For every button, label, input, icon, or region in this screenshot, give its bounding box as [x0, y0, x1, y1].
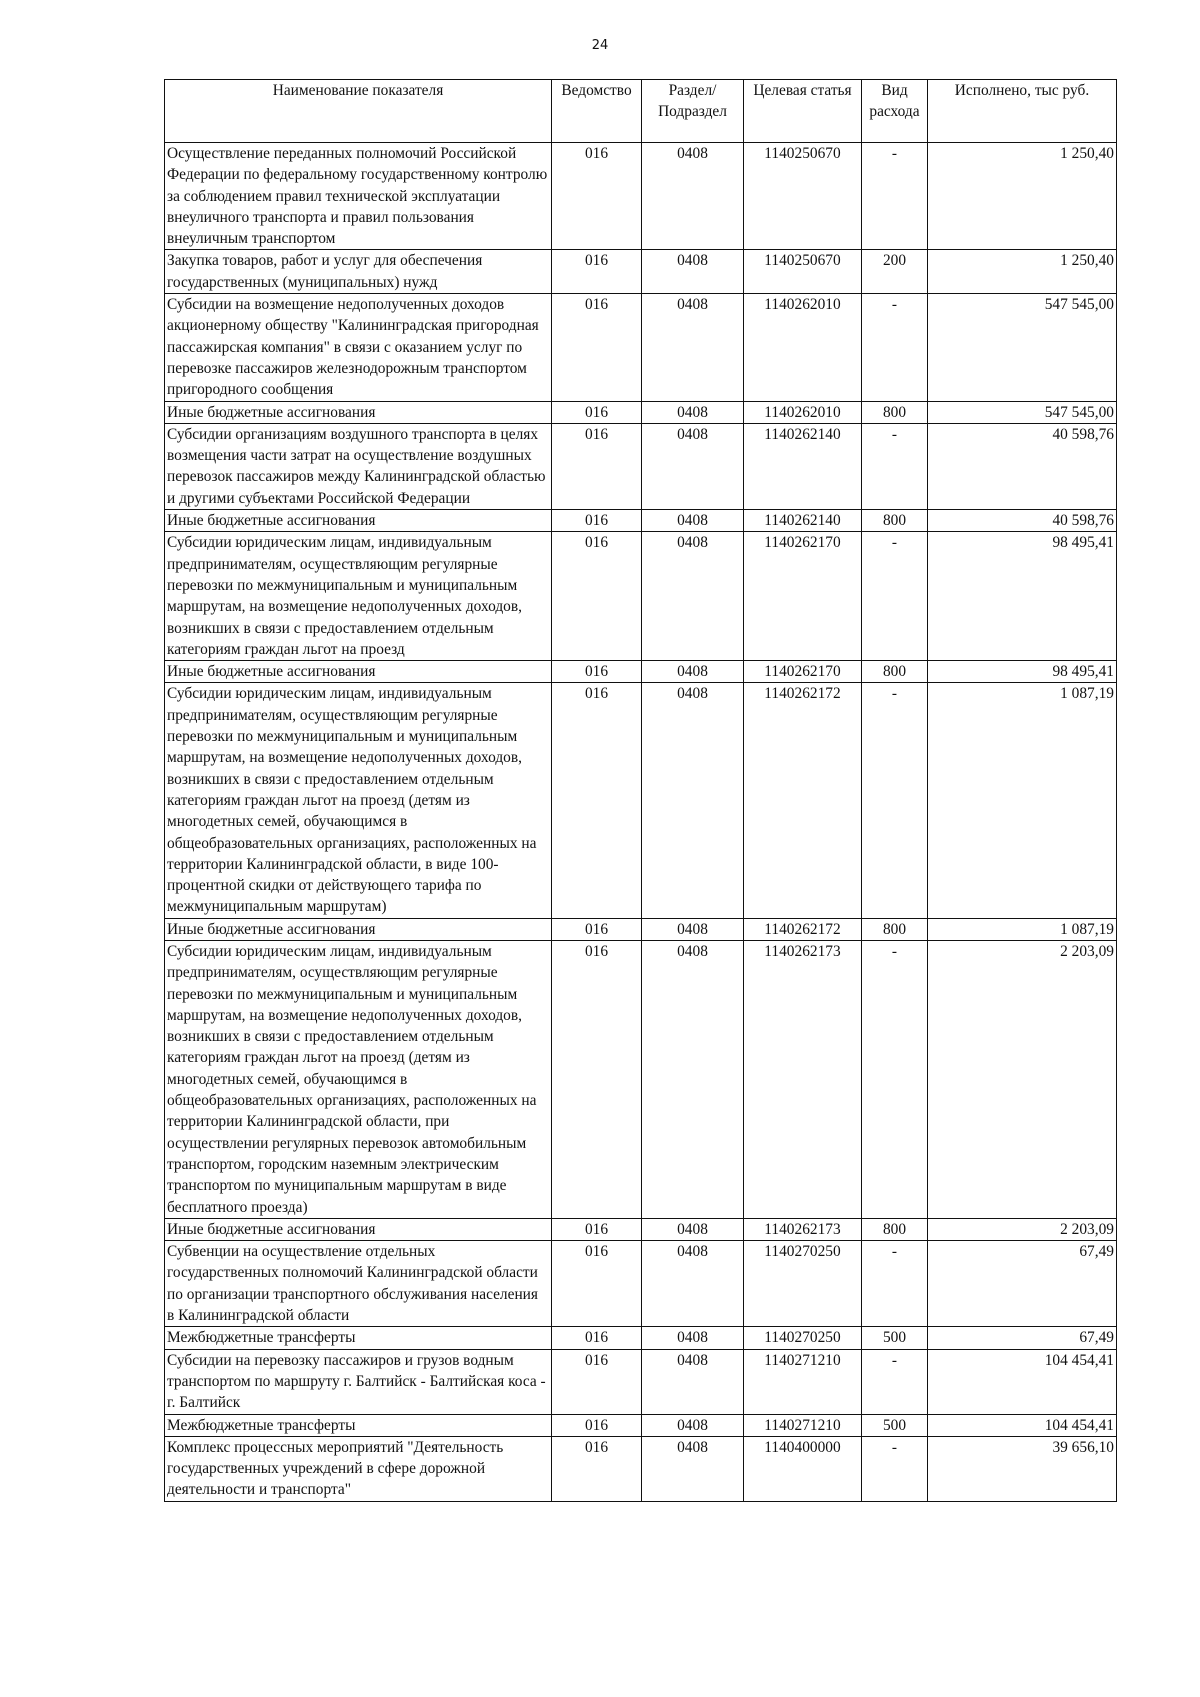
- cell-executed-amount: 104 454,41: [928, 1414, 1117, 1436]
- cell-department: 016: [552, 1241, 642, 1327]
- table-row: [165, 683, 1117, 918]
- cell-target-item: 1140400000: [744, 1436, 862, 1501]
- cell-expense-type: 500: [862, 1414, 928, 1436]
- cell-section: 0408: [642, 143, 744, 250]
- cell-department: 016: [552, 294, 642, 401]
- cell-section: 0408: [642, 661, 744, 683]
- cell-executed-amount: 98 495,41: [928, 661, 1117, 683]
- cell-department: 016: [552, 423, 642, 509]
- table-row: [165, 918, 1117, 940]
- cell-section: 0408: [642, 401, 744, 423]
- cell-target-item: 1140250670: [744, 143, 862, 250]
- cell-indicator-name: Закупка товаров, работ и услуг для обеспечения государственных (муниципальных) нужд: [165, 250, 552, 294]
- cell-executed-amount: 98 495,41: [928, 532, 1117, 661]
- cell-executed-amount: 1 250,40: [928, 250, 1117, 294]
- cell-section: 0408: [642, 918, 744, 940]
- cell-expense-type: 200: [862, 250, 928, 294]
- cell-indicator-name: Осуществление переданных полномочий Российской Федерации по федеральному государственному контролю за соблюдением правил технической эксплуатации внеуличного транспорта и правил пользования внеуличным транспортом: [165, 143, 552, 250]
- cell-department: 016: [552, 1436, 642, 1501]
- cell-department: 016: [552, 1414, 642, 1436]
- cell-executed-amount: 1 087,19: [928, 918, 1117, 940]
- table-row: [165, 510, 1117, 532]
- cell-executed-amount: 547 545,00: [928, 294, 1117, 401]
- cell-department: 016: [552, 532, 642, 661]
- cell-expense-type: -: [862, 1241, 928, 1327]
- cell-department: 016: [552, 1218, 642, 1240]
- cell-indicator-name: Субсидии юридическим лицам, индивидуальным предпринимателям, осуществляющим регулярные перевозки по межмуниципальным и муниципальным маршрутам, на возмещение недополученных доходов, возникших в связи с предоставлением отдельным категориям граждан льгот на проезд: [165, 532, 552, 661]
- cell-target-item: 1140270250: [744, 1327, 862, 1349]
- cell-indicator-name: Субсидии юридическим лицам, индивидуальным предпринимателям, осуществляющим регулярные перевозки по межмуниципальным и муниципальным маршрутам, на возмещение недополученных доходов, возникших в связи с предоставлением отдельным категориям граждан льгот на проезд (детям из многодетных семей, обучающимся в общеобразовательных организациях, расположенных на территории Калининградской области, в виде 100-процентной скидки от действующего тарифа по межмуниципальным маршрутам): [165, 683, 552, 918]
- header-target-item: Целевая статья: [744, 80, 862, 143]
- cell-indicator-name: Иные бюджетные ассигнования: [165, 401, 552, 423]
- cell-indicator-name: Субсидии на возмещение недополученных доходов акционерному обществу "Калининградская пригородная пассажирская компания" в связи с оказанием услуг по перевозке пассажиров железнодорожным транспортом пригородного сообщения: [165, 294, 552, 401]
- page-number: 24: [591, 38, 609, 53]
- cell-target-item: 1140271210: [744, 1414, 862, 1436]
- cell-target-item: 1140262172: [744, 918, 862, 940]
- table-row: [165, 401, 1117, 423]
- cell-target-item: 1140262170: [744, 532, 862, 661]
- cell-expense-type: 800: [862, 918, 928, 940]
- table-row: [165, 1414, 1117, 1436]
- table-row: [165, 532, 1117, 661]
- cell-expense-type: -: [862, 423, 928, 509]
- cell-executed-amount: 1 087,19: [928, 683, 1117, 918]
- cell-expense-type: -: [862, 143, 928, 250]
- cell-target-item: 1140262140: [744, 510, 862, 532]
- cell-indicator-name: Иные бюджетные ассигнования: [165, 1218, 552, 1240]
- cell-target-item: 1140262140: [744, 423, 862, 509]
- table-row: [165, 1327, 1117, 1349]
- cell-section: 0408: [642, 1436, 744, 1501]
- cell-executed-amount: 40 598,76: [928, 510, 1117, 532]
- header-department: Ведомство: [552, 80, 642, 143]
- cell-executed-amount: 67,49: [928, 1241, 1117, 1327]
- cell-expense-type: 800: [862, 1218, 928, 1240]
- cell-target-item: 1140262173: [744, 940, 862, 1218]
- cell-department: 016: [552, 1349, 642, 1414]
- cell-expense-type: -: [862, 683, 928, 918]
- header-indicator-name: Наименование показателя: [165, 80, 552, 143]
- table-header-row: [165, 80, 1117, 143]
- cell-indicator-name: Межбюджетные трансферты: [165, 1327, 552, 1349]
- cell-expense-type: -: [862, 1436, 928, 1501]
- cell-indicator-name: Субсидии юридическим лицам, индивидуальным предпринимателям, осуществляющим регулярные перевозки по межмуниципальным и муниципальным маршрутам, на возмещение недополученных доходов, возникших в связи с предоставлением отдельным категориям граждан льгот на проезд (детям из многодетных семей, обучающимся в общеобразовательных организациях, расположенных на территории Калининградской области, при осуществлении регулярных перевозок автомобильным транспортом, городским наземным электрическим транспортом по муниципальным маршрутам в виде бесплатного проезда): [165, 940, 552, 1218]
- cell-executed-amount: 104 454,41: [928, 1349, 1117, 1414]
- cell-indicator-name: Иные бюджетные ассигнования: [165, 661, 552, 683]
- cell-indicator-name: Субсидии на перевозку пассажиров и грузов водным транспортом по маршруту г. Балтийск - Балтийская коса - г. Балтийск: [165, 1349, 552, 1414]
- cell-section: 0408: [642, 940, 744, 1218]
- cell-expense-type: -: [862, 532, 928, 661]
- cell-department: 016: [552, 143, 642, 250]
- cell-section: 0408: [642, 510, 744, 532]
- cell-section: 0408: [642, 1327, 744, 1349]
- cell-executed-amount: 2 203,09: [928, 940, 1117, 1218]
- cell-section: 0408: [642, 1218, 744, 1240]
- table-row: [165, 1241, 1117, 1327]
- cell-section: 0408: [642, 294, 744, 401]
- cell-section: 0408: [642, 683, 744, 918]
- cell-target-item: 1140271210: [744, 1349, 862, 1414]
- cell-expense-type: -: [862, 294, 928, 401]
- table-row: [165, 1218, 1117, 1240]
- header-section: Раздел/ Подраздел: [642, 80, 744, 143]
- cell-executed-amount: 67,49: [928, 1327, 1117, 1349]
- cell-expense-type: 800: [862, 510, 928, 532]
- cell-target-item: 1140262172: [744, 683, 862, 918]
- cell-executed-amount: 40 598,76: [928, 423, 1117, 509]
- table-row: [165, 294, 1117, 401]
- cell-target-item: 1140262010: [744, 401, 862, 423]
- cell-indicator-name: Субсидии организациям воздушного транспорта в целях возмещения части затрат на осуществление воздушных перевозок пассажиров между Калининградской областью и другими субъектами Российской Федерации: [165, 423, 552, 509]
- cell-executed-amount: 39 656,10: [928, 1436, 1117, 1501]
- cell-indicator-name: Иные бюджетные ассигнования: [165, 918, 552, 940]
- cell-expense-type: 500: [862, 1327, 928, 1349]
- cell-section: 0408: [642, 1414, 744, 1436]
- cell-section: 0408: [642, 1241, 744, 1327]
- header-expense-type: Вид расхода: [862, 80, 928, 143]
- cell-executed-amount: 547 545,00: [928, 401, 1117, 423]
- budget-execution-table: [164, 79, 1117, 1502]
- cell-indicator-name: Комплекс процессных мероприятий "Деятельность государственных учреждений в сфере дорожной деятельности и транспорта": [165, 1436, 552, 1501]
- table-row: [165, 143, 1117, 250]
- cell-department: 016: [552, 401, 642, 423]
- cell-expense-type: -: [862, 940, 928, 1218]
- table-body: [165, 143, 1117, 1502]
- cell-department: 016: [552, 661, 642, 683]
- cell-section: 0408: [642, 423, 744, 509]
- cell-target-item: 1140270250: [744, 1241, 862, 1327]
- cell-executed-amount: 1 250,40: [928, 143, 1117, 250]
- table-row: [165, 250, 1117, 294]
- table-row: [165, 661, 1117, 683]
- cell-department: 016: [552, 1327, 642, 1349]
- cell-department: 016: [552, 250, 642, 294]
- cell-department: 016: [552, 510, 642, 532]
- cell-indicator-name: Иные бюджетные ассигнования: [165, 510, 552, 532]
- cell-target-item: 1140262170: [744, 661, 862, 683]
- cell-section: 0408: [642, 250, 744, 294]
- cell-department: 016: [552, 940, 642, 1218]
- cell-target-item: 1140250670: [744, 250, 862, 294]
- cell-executed-amount: 2 203,09: [928, 1218, 1117, 1240]
- table-row: [165, 1349, 1117, 1414]
- cell-department: 016: [552, 918, 642, 940]
- cell-department: 016: [552, 683, 642, 918]
- table-row: [165, 940, 1117, 1218]
- cell-target-item: 1140262173: [744, 1218, 862, 1240]
- header-executed-amount: Исполнено, тыс руб.: [928, 80, 1117, 143]
- table-row: [165, 1436, 1117, 1501]
- cell-indicator-name: Субвенции на осуществление отдельных государственных полномочий Калининградской области по организации транспортного обслуживания населения в Калининградской области: [165, 1241, 552, 1327]
- cell-section: 0408: [642, 1349, 744, 1414]
- cell-expense-type: 800: [862, 401, 928, 423]
- cell-target-item: 1140262010: [744, 294, 862, 401]
- cell-section: 0408: [642, 532, 744, 661]
- cell-indicator-name: Межбюджетные трансферты: [165, 1414, 552, 1436]
- cell-expense-type: 800: [862, 661, 928, 683]
- cell-expense-type: -: [862, 1349, 928, 1414]
- table-row: [165, 423, 1117, 509]
